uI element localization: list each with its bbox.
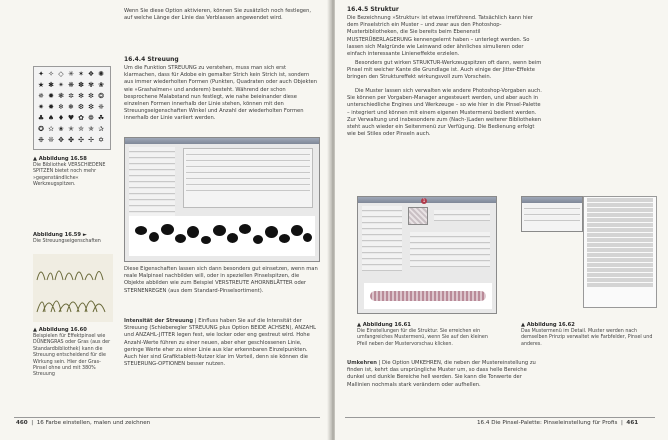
paragraph-eigenschaften: Diese Eigenschaften lassen sich dann besonders gut einsetzen, wenn man reale Malpinsel nachbilden will, oder in speziellen Pinselspitzen, die Objekte abbilden wie zum Beispiel VERSTREUTE AHORNBLÄTTER oder STERNENREGEN (aus dem Standard-Pinselsortiment). [124,266,318,294]
right-page [335,0,668,440]
scatter-panel-figure [124,137,320,262]
callout-badge-1: 1 [422,197,426,203]
pattern-menu-figure [521,196,583,232]
panel-titlebar-texture [358,197,496,203]
pattern-swatch[interactable] [408,207,428,225]
footer-chapter-right: 16.4 Die Pinsel-Palette: Pinseleinstellung für Profis [477,420,618,426]
intro-text: Wenn Sie diese Option aktivieren, können Sie zusätzlich noch festlegen, auf welche Länge der Linie das Verblassen angewendet wird. [124,8,312,22]
caption-text-16-62: Das Mustermenü im Detail. Muster werden nach demselben Prinzip verwaltet wie Farbfelder, Pinsel und anderes. [521,329,653,347]
grass-stroke-figure [33,254,113,322]
caption-title-16-62: ▲ Abbildung 16.62 [521,322,575,328]
paragraph-intensitaet: Intensität der Streuung | Einfluss haben Sie auf die Intensität der Streuung (Schieberegler STREUUNG plus Option BEIDE ACHSEN), ANZAHL und ANZAHL-JITTER legen fest, wie locker oder eng gestreut wird. Hohe Anzahl-Werte führen zu einer neuen, aber eher geschlossenen Linie, geringe Werte eher zu einer Linie aus klar erkennbaren Einzelpunkten. Auch hier sind Grafiktablett-Nutzer klar im Vorteil, denn sie können die STEUERUNG-OPTIONEN besser nutzen. [124,318,317,368]
left-page [0,0,331,440]
paragraph-umkehren: Umkehren | Die Option UMKEHREN, die neben der Mustereinstellung zu finden ist, kehrt das ursprüngliche Muster um, so dass helle Bereiche dunkel und dunkle Bereiche hell werden. Sie kann die Tonwerte der Mallinien nochmals stark verändern oder aufhellen. [347,360,536,388]
paragraph-besonders: Besonders gut wirken STRUKTUR-Werkzeugspitzen oft dann, wenn beim Pinsel mit weicher Kante die Grundlage ist. Auch einige der Jitter-Effekte bringen den Struktureffekt wirkungsvoll zum Vorschein. [347,60,542,81]
caption-text-16-60: Beispielen für Effektpinsel wie DÜNENGRAS oder Gras (aus der Standardbibliothek) kann die Streuung entscheidend für die Wirkung sein. Hier der Gras-Pinsel ohne und mit 380% Streuung [33,334,111,378]
section-body-struktur: Die Bezeichnung »Struktur« ist etwas irreführend. Tatsächlich kann hier dem Pinselstrich ein Muster – und zwar aus den Photoshop-Musterbibliotheken, die Sie bereits beim Ebenenstil MUSTERÜBERLAGERUNG kennengelernt haben – unterlegt werden. So lassen sich Malgründe wie Leinwand oder ähnliches simulieren oder einfach interessante Linieneffekte erzielen. [347,15,533,58]
caption-text-16-61: Die Einstellungen für die Struktur. Sie erreichen ein umfangreiches Mustermenü, wenn Sie auf den kleinen Pfeil neben der Mustervorschau klicken. [357,329,488,347]
pattern-context-menu [583,196,657,308]
caption-title-16-60: ▲ Abbildung 16.60 [33,327,87,333]
footer-left: 460 | 16 Farbe einstellen, malen und zeichnen [16,420,151,426]
scatter-preview [129,216,315,256]
section-heading-struktur: 16.4.5 Struktur [347,6,399,13]
grass-strokes [33,254,113,322]
page-number-right: 461 [626,420,639,426]
brush-library-figure: ✦ ✧ ◇ ✳ ✶ ❖ ✺ ★ ✱ ✴ ❋ ✽ ✾ ❀ ✵ ✹ ❃ ✲ ✻ ✼ ❂ ✷ ✸ ❄ ❅ ❆ ❇ ❈ ♣ ♠ ♦ ♥ ✿ ❁ ☘ ✪ ✫ ✬ ✭ ✮ ✯ ✰ ❉ ❊ ✥ ✤ ✣ ✢ ✡ [33,66,111,150]
texture-panel-figure [357,196,497,314]
section-heading-streuung: 16.4.4 Streuung [124,56,179,63]
caption-title-16-59: Abbildung 16.59 ► [33,232,87,238]
caption-title-16-58: ▲ Abbildung 16.58 [33,156,87,162]
paragraph-muster: Die Muster lassen sich verwalten wie andere Photoshop-Vorgaben auch. Sie können per Vorgaben-Manager angesteuert werden, und aber auch in unterschiedliche Engines und Werkzeuge – so wie hier in die Pinsel-Palette – integriert und können mit einem eigenen Mustermenü bedient werden. Zur Verwaltung und insbesondere zum (Nach-)Laden weiterer Bibliotheken steht auch wieder ein Seitenmenü zur Verfügung. Die Bedienung erfolgt wie bei Stiles oder Pinseln auch. [347,88,542,138]
caption-text-16-59: Die Streuungseigenschaften [33,239,101,244]
footer-right: 16.4 Die Pinsel-Palette: Pinseleinstellung für Profis | 461 [477,420,639,426]
footer-chapter-left: 16 Farbe einstellen, malen und zeichnen [36,420,151,426]
page-number-left: 460 [16,420,28,426]
lead-umkehren: Umkehren [347,360,377,366]
lead-intensitaet: Intensität der Streuung [124,318,194,324]
caption-text-16-58: Die Bibliothek VERSCHIEDENE SPITZEN bietet noch mehr »gegenständliche« Werkzeugspitzen. [33,163,106,188]
panel-titlebar [125,138,319,144]
texture-stroke-preview [364,283,492,309]
caption-title-16-61: ▲ Abbildung 16.61 [357,322,411,328]
section-body-streuung: Um die Funktion STREUUNG zu verstehen, muss man sich erst klarmachen, dass für Adobe ein gemalter Strich kein Strich ist, sondern aus immer wiederholten Formen (Punkten, Quadraten oder auch Objekten wie »Grashalmen« und anderem) besteht. Während der schon besprochene Malabstand nun festlegt, wie nahe beieinander diese einzelnen Formen innerhalb der Linie stehen, können mit den Streuungseigenschaften Winkel und Anzahl der wiederholten Formen innerhalb der Linie variiert werden. [124,65,317,122]
